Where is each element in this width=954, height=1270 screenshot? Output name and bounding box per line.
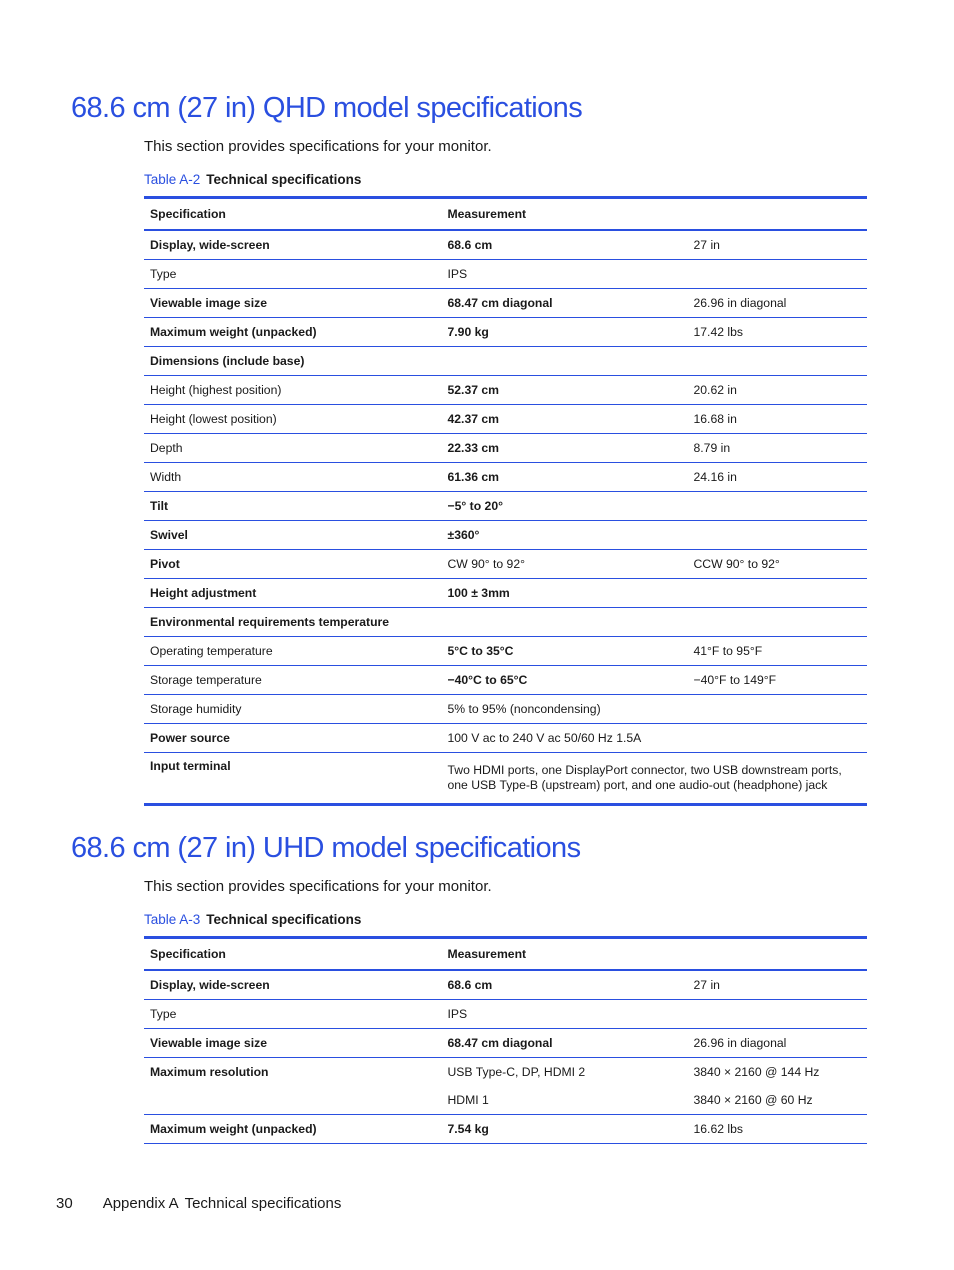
spec-cell: Environmental requirements temperature <box>144 608 441 637</box>
imperial-cell <box>687 608 867 637</box>
table-row <box>144 1029 867 1058</box>
spec-cell: Storage humidity <box>144 695 441 724</box>
imperial-cell: CCW 90° to 92° <box>687 550 867 579</box>
section-heading-uhd: 68.6 cm (27 in) UHD model specifications <box>71 832 581 864</box>
spec-cell: Swivel <box>144 521 441 550</box>
footer-title: Technical specifications <box>184 1195 342 1212</box>
metric-cell: 68.6 cm <box>441 230 687 260</box>
spec-table-uhd <box>144 936 867 1144</box>
metric-cell: 68.47 cm diagonal <box>441 1029 687 1058</box>
section-intro-qhd: This section provides specifications for your monitor. <box>144 138 492 155</box>
table-row <box>144 695 867 724</box>
spec-cell: Maximum weight (unpacked) <box>144 318 441 347</box>
table-caption-qhd <box>144 172 361 187</box>
spec-cell: Display, wide-screen <box>144 970 441 1000</box>
table-number[interactable]: Table A-2 <box>144 172 201 187</box>
metric-cell <box>441 347 687 376</box>
header-measurement: Measurement <box>441 938 687 971</box>
table-title: Technical specifications <box>206 912 362 927</box>
section-intro-uhd: This section provides specifications for your monitor. <box>144 878 492 895</box>
metric-cell: −40°C to 65°C <box>441 666 687 695</box>
table-number[interactable]: Table A-3 <box>144 912 201 927</box>
metric-cell: 61.36 cm <box>441 463 687 492</box>
metric-cell: IPS <box>441 260 687 289</box>
spec-cell: Viewable image size <box>144 289 441 318</box>
spec-cell: Height adjustment <box>144 579 441 608</box>
spec-cell: Tilt <box>144 492 441 521</box>
metric-cell: HDMI 1 <box>441 1086 687 1115</box>
metric-cell: ±360° <box>441 521 687 550</box>
metric-cell: 68.6 cm <box>441 970 687 1000</box>
spec-cell: Dimensions (include base) <box>144 347 441 376</box>
table-row <box>144 376 867 405</box>
metric-cell: IPS <box>441 1000 687 1029</box>
metric-cell: CW 90° to 92° <box>441 550 687 579</box>
table-header-row <box>144 198 867 231</box>
table-row <box>144 463 867 492</box>
metric-cell: 68.47 cm diagonal <box>441 289 687 318</box>
spec-cell: Display, wide-screen <box>144 230 441 260</box>
table-caption-uhd <box>144 912 361 927</box>
table-row <box>144 666 867 695</box>
table-row <box>144 1115 867 1144</box>
spec-cell: Maximum resolution <box>150 1064 269 1079</box>
table-row <box>144 1086 867 1115</box>
metric-cell: 7.90 kg <box>441 318 687 347</box>
header-specification: Specification <box>144 938 441 971</box>
spec-cell: Height (lowest position) <box>144 405 441 434</box>
table-row <box>144 724 867 753</box>
imperial-cell <box>687 521 867 550</box>
spec-cell: Maximum weight (unpacked) <box>144 1115 441 1144</box>
table-row <box>144 1000 867 1029</box>
table-row <box>144 637 867 666</box>
table-row <box>144 289 867 318</box>
table-row <box>144 970 867 1000</box>
table-row <box>144 434 867 463</box>
spec-cell: Storage temperature <box>144 666 441 695</box>
table-row <box>144 1058 867 1087</box>
header-specification: Specification <box>144 198 441 231</box>
imperial-cell: 41°F to 95°F <box>687 637 867 666</box>
spec-cell: Input terminal <box>144 753 441 805</box>
imperial-cell <box>687 492 867 521</box>
header-measurement-alt <box>687 938 867 971</box>
page-number: 30 <box>56 1195 73 1212</box>
metric-cell: −5° to 20° <box>441 492 687 521</box>
header-measurement-alt <box>687 198 867 231</box>
metric-cell: 5% to 95% (noncondensing) <box>441 695 867 724</box>
imperial-cell: 27 in <box>687 230 867 260</box>
table-row <box>144 492 867 521</box>
imperial-cell: 24.16 in <box>687 463 867 492</box>
spec-cell: Viewable image size <box>144 1029 441 1058</box>
imperial-cell <box>687 579 867 608</box>
spec-cell: Width <box>144 463 441 492</box>
table-row <box>144 550 867 579</box>
header-measurement: Measurement <box>441 198 687 231</box>
imperial-cell: 3840 × 2160 @ 60 Hz <box>687 1086 867 1115</box>
spec-cell: Height (highest position) <box>144 376 441 405</box>
metric-cell: 100 ± 3mm <box>441 579 687 608</box>
table-row <box>144 608 867 637</box>
metric-cell: 52.37 cm <box>441 376 687 405</box>
imperial-cell: 27 in <box>687 970 867 1000</box>
metric-cell: 42.37 cm <box>441 405 687 434</box>
page-footer <box>56 1195 341 1212</box>
imperial-cell <box>687 1000 867 1029</box>
spec-cell: Type <box>144 1000 441 1029</box>
imperial-cell: 26.96 in diagonal <box>687 289 867 318</box>
metric-cell: 5°C to 35°C <box>441 637 687 666</box>
imperial-cell: 8.79 in <box>687 434 867 463</box>
spec-cell: Operating temperature <box>144 637 441 666</box>
imperial-cell: 20.62 in <box>687 376 867 405</box>
imperial-cell: −40°F to 149°F <box>687 666 867 695</box>
metric-cell: USB Type-C, DP, HDMI 2 <box>441 1058 687 1087</box>
imperial-cell <box>687 260 867 289</box>
table-row <box>144 260 867 289</box>
table-row <box>144 579 867 608</box>
table-row <box>144 521 867 550</box>
table-row <box>144 318 867 347</box>
table-header-row <box>144 938 867 971</box>
spec-cell: Type <box>144 260 441 289</box>
table-row <box>144 230 867 260</box>
metric-cell: Two HDMI ports, one DisplayPort connector, two USB downstream ports, one USB Type-B (upstream) port, and one audio-out (headphone) jack <box>441 753 867 805</box>
section-heading-qhd: 68.6 cm (27 in) QHD model specifications <box>71 92 583 124</box>
metric-cell: 100 V ac to 240 V ac 50/60 Hz 1.5A <box>441 724 867 753</box>
imperial-cell: 3840 × 2160 @ 144 Hz <box>687 1058 867 1087</box>
spec-cell: Pivot <box>144 550 441 579</box>
spec-table-qhd <box>144 196 867 806</box>
imperial-cell: 16.62 lbs <box>687 1115 867 1144</box>
table-title: Technical specifications <box>206 172 362 187</box>
table-row <box>144 347 867 376</box>
imperial-cell: 16.68 in <box>687 405 867 434</box>
spec-cell <box>144 1086 441 1115</box>
imperial-cell: 17.42 lbs <box>687 318 867 347</box>
metric-cell: 22.33 cm <box>441 434 687 463</box>
imperial-cell <box>687 347 867 376</box>
table-row <box>144 753 867 805</box>
table-row <box>144 405 867 434</box>
spec-cell: Power source <box>144 724 441 753</box>
metric-cell <box>441 608 687 637</box>
spec-cell: Depth <box>144 434 441 463</box>
imperial-cell: 26.96 in diagonal <box>687 1029 867 1058</box>
metric-cell: 7.54 kg <box>441 1115 687 1144</box>
footer-appendix: Appendix A <box>102 1195 179 1212</box>
